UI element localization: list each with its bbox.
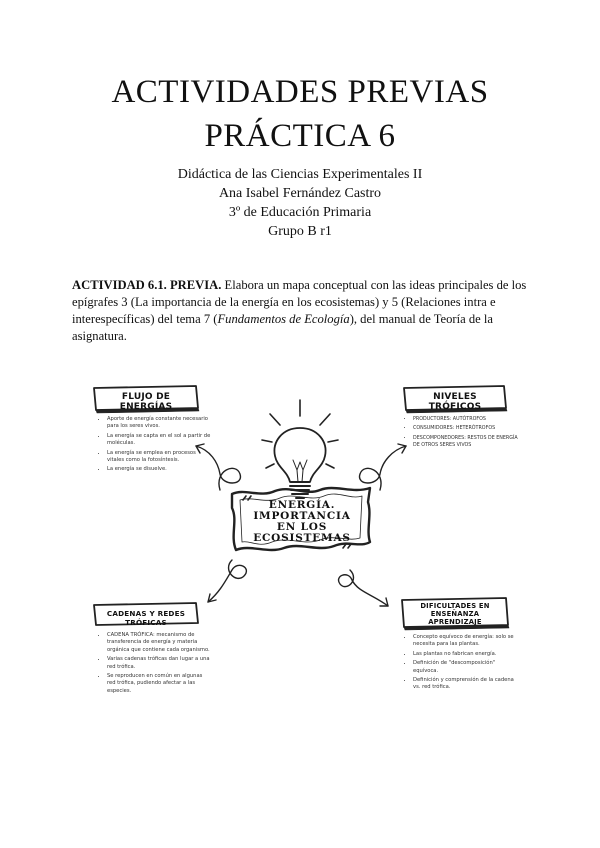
concept-map [0,370,600,710]
center-line-1: ENERGÍA. [268,499,336,511]
list-item: • Aporte de energía constante necesario para los seres vivos. [107,416,211,431]
dificultades-title-line-2: APRENDIZAJE [428,618,482,626]
lightbulb-icon [262,400,338,498]
flujo-title: FLUJO DE ENERGÍAS [119,392,173,412]
arrow-to-cadenas [208,560,246,602]
niveles-title: NIVELES TRÓFICOS [428,392,482,412]
activity-label: ACTIVIDAD 6.1. PREVIA. [72,278,222,292]
list-item: • Definición y comprensión de la cadena vs. red trófica. [413,677,517,692]
list-item: • La energía se capta en el sol a partir de moléculas. [107,433,211,448]
list-item: • Se reproducen en común en algunas red trófica, pudiendo afectar a las especies. [107,673,211,695]
list-item: • La energía se disuelve. [107,466,211,473]
cadenas-title: CADENAS Y REDES TRÓFICAS [106,609,186,627]
list-item: • Varias cadenas tróficas dan lugar a una red trófica. [107,656,211,671]
list-item: • Definición de "descomposición" equívoca. [413,660,517,675]
list-item: • DESCOMPONEDORES: RESTOS DE ENERGÍA DE OTROS SERES VIVOS [413,435,519,450]
activity-text-b: ), del manual de Teoría de la asignatura. [72,312,493,343]
arrow-to-dificultades [339,570,388,606]
list-item: • PRODUCTORES: AUTÓTROFOS [413,416,519,423]
activity-statement [72,277,528,345]
cadenas-list [98,632,211,697]
title-line-2: PRÁCTICA 6 [204,118,396,154]
activity-italic: Fundamentos de Ecología [217,312,350,326]
degree-name: 3º de Educación Primaria [228,205,372,220]
list-item: • CADENA TRÓFICA: mecanismo de transferencia de energía y materia orgánica que contiene cada organismo. [107,632,211,654]
dificultades-title [404,602,506,626]
author-name: Ana Isabel Fernández Castro [218,186,382,201]
course-name: Didáctica de las Ciencias Experimentales II [177,167,423,182]
activity-text-a: Elabora un mapa conceptual con las ideas principales de los epígrafes 3 (La importancia de la energía en los ecosistemas) y 5 (Relaciones intra e interespecíficas) del tema 7 ( [72,278,527,326]
arrow-to-niveles [360,446,406,490]
list-item: • CONSUMIDORES: HETERÓTROFOS [413,425,519,432]
flujo-list [98,416,211,476]
group-name: Grupo B r1 [268,224,332,239]
center-line-3: EN LOS [276,521,328,533]
list-item: • Concepto equívoco de energía: solo se necesita para las plantas. [413,634,517,649]
dificultades-title-line-1: DIFICULTADES EN ENSEÑANZA [420,602,490,618]
center-concept [232,500,372,544]
list-item: • Las plantas no fabrican energía. [413,651,517,658]
center-line-2: IMPORTANCIA [253,510,351,522]
list-item: • La energía se emplea en procesos vitales como la fotosíntesis. [107,450,211,465]
niveles-list [404,416,519,452]
title-line-1: ACTIVIDADES PREVIAS [111,74,489,110]
center-line-4: ECOSISTEMAS [253,532,351,544]
dificultades-list [404,634,517,694]
